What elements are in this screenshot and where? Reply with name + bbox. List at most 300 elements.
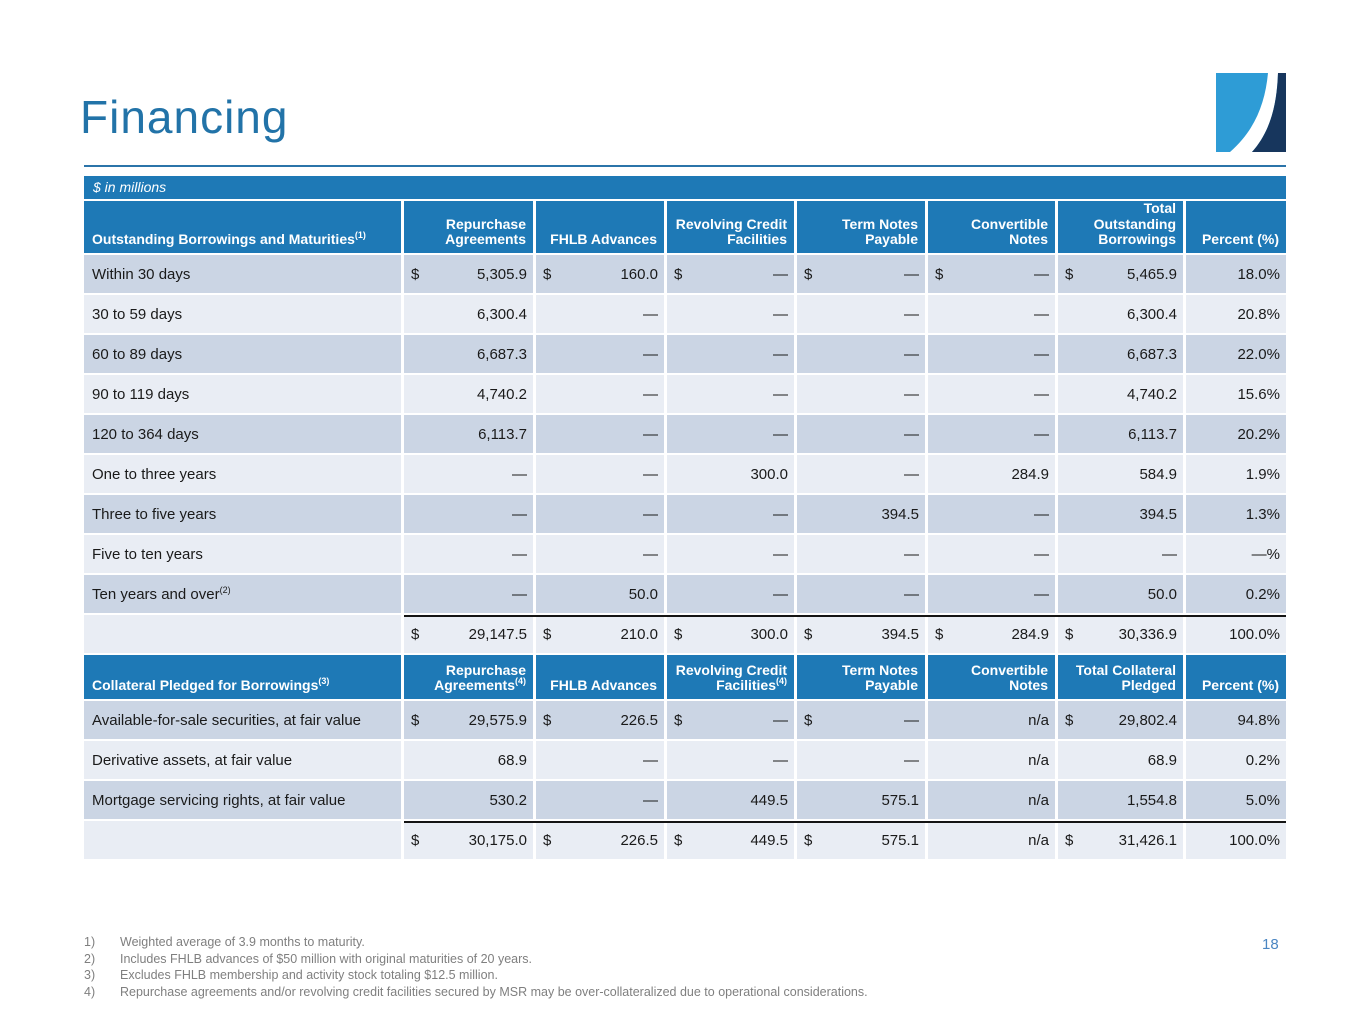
- column-header-line: Repurchase: [445, 215, 526, 232]
- table-row: [84, 375, 1286, 415]
- amount-cell: [928, 455, 1058, 495]
- cell-value: —: [512, 505, 527, 523]
- footnote-marker: (1): [354, 230, 366, 241]
- amount-cell: [404, 455, 536, 495]
- amount-cell: [928, 295, 1058, 335]
- cell-value: 6,113.7: [478, 425, 527, 443]
- row-label: [84, 701, 404, 741]
- dollar-sign: $: [804, 711, 813, 729]
- cell-value: 18.0%: [1237, 265, 1280, 283]
- percent-cell: [1186, 375, 1286, 415]
- row-label-text: One to three years: [92, 465, 217, 483]
- cell-value: 6,300.4: [1126, 305, 1177, 323]
- cell-value: —: [904, 751, 919, 769]
- amount-cell: [536, 701, 667, 741]
- percent-cell: [1186, 575, 1286, 615]
- cell-value: 1.3%: [1245, 505, 1280, 523]
- column-header-line: Total Outstanding: [1093, 199, 1176, 232]
- footnote-item: [84, 934, 1084, 951]
- amount-cell: [404, 615, 536, 655]
- row-label: [84, 415, 404, 455]
- column-header: [928, 655, 1058, 701]
- amount-cell: [536, 781, 667, 821]
- column-header: [667, 655, 797, 701]
- cell-value: 5,465.9: [1126, 265, 1177, 283]
- amount-cell: [667, 375, 797, 415]
- cell-value: —: [643, 505, 658, 523]
- row-label: [84, 335, 404, 375]
- row-label-text: Five to ten years: [92, 545, 203, 563]
- cell-value: 50.0: [628, 585, 658, 603]
- cell-value: —: [773, 545, 788, 563]
- column-header-line: Payable: [865, 231, 918, 248]
- cell-value: —: [643, 345, 658, 363]
- cell-value: —: [643, 751, 658, 769]
- cell-value: —: [512, 465, 527, 483]
- amount-cell: [1058, 701, 1186, 741]
- tables-container: [84, 201, 1286, 861]
- cell-value: —: [1034, 505, 1049, 523]
- footnote-number: 2): [84, 951, 96, 966]
- footnote-item: [84, 984, 1084, 1001]
- column-header-text: [550, 678, 657, 694]
- column-header: [797, 655, 928, 701]
- amount-cell: [797, 375, 928, 415]
- page-title: Financing: [80, 91, 289, 143]
- row-label-text: Derivative assets, at fair value: [92, 751, 293, 769]
- amount-cell: [667, 575, 797, 615]
- table-row: [84, 575, 1286, 615]
- amount-cell: [536, 741, 667, 781]
- amount-cell: [928, 335, 1058, 375]
- amount-cell: [928, 255, 1058, 295]
- cell-value: 29,802.4: [1118, 711, 1177, 729]
- footnote-item: [84, 951, 1084, 968]
- dollar-sign: $: [411, 711, 420, 729]
- cell-value: 20.2%: [1237, 425, 1280, 443]
- table-row: [84, 455, 1286, 495]
- column-header-text: [1202, 678, 1279, 694]
- cell-value: —: [643, 791, 658, 809]
- percent-cell: [1186, 615, 1286, 655]
- amount-cell: [667, 741, 797, 781]
- row-label: [84, 741, 404, 781]
- column-header-line: Revolving Credit: [675, 215, 787, 232]
- cell-value: 6,113.7: [1128, 425, 1177, 443]
- column-header-line: Facilities: [727, 231, 787, 248]
- cell-value: 300.0: [750, 465, 788, 483]
- column-header-text: [676, 217, 787, 248]
- cell-value: —: [773, 345, 788, 363]
- percent-cell: [1186, 821, 1286, 861]
- cell-value: n/a: [1028, 831, 1049, 849]
- dollar-sign: $: [1065, 265, 1074, 283]
- row-label-text: Collateral Pledged for Borrowings$^{(3)}$: [92, 676, 330, 694]
- amount-cell: [667, 295, 797, 335]
- cell-value: 31,426.1: [1118, 831, 1177, 849]
- column-header: [1186, 201, 1286, 255]
- footnote-marker: (3): [318, 676, 330, 687]
- amount-cell: [797, 821, 928, 861]
- row-label-text: Three to five years: [92, 505, 217, 523]
- percent-cell: [1186, 335, 1286, 375]
- column-header-line: Repurchase: [445, 661, 526, 678]
- cell-value: —: [643, 425, 658, 443]
- amount-cell: [1058, 375, 1186, 415]
- footnote-item: [84, 967, 1084, 984]
- cell-value: —: [1034, 345, 1049, 363]
- cell-value: 5,305.9: [476, 265, 527, 283]
- dollar-sign: $: [674, 711, 683, 729]
- cell-value: 394.5: [881, 625, 919, 643]
- amount-cell: [928, 615, 1058, 655]
- cell-value: 300.0: [750, 625, 788, 643]
- column-header-line: Borrowings: [1098, 231, 1176, 248]
- cell-value: —: [643, 465, 658, 483]
- column-header-text: [445, 217, 526, 248]
- cell-value: —: [773, 425, 788, 443]
- cell-value: —: [643, 385, 658, 403]
- table-row: [84, 335, 1286, 375]
- amount-cell: [404, 495, 536, 535]
- amount-cell: [1058, 781, 1186, 821]
- dollar-sign: $: [543, 265, 552, 283]
- percent-cell: [1186, 741, 1286, 781]
- amount-cell: [797, 781, 928, 821]
- table-total-row: [84, 821, 1286, 861]
- dollar-sign: $: [411, 625, 420, 643]
- row-group-header: [84, 655, 404, 701]
- amount-cell: [797, 575, 928, 615]
- row-label-text: Available-for-sale securities, at fair value: [92, 711, 362, 729]
- percent-cell: [1186, 701, 1286, 741]
- amount-cell: [1058, 615, 1186, 655]
- column-header-line: Term Notes: [842, 661, 918, 678]
- amount-cell: [536, 535, 667, 575]
- page-number: 18: [1262, 936, 1279, 953]
- dollar-sign: $: [804, 625, 813, 643]
- cell-value: —: [904, 265, 919, 283]
- amount-cell: [536, 295, 667, 335]
- amount-cell: [404, 375, 536, 415]
- row-label-text: Mortgage servicing rights, at fair value: [92, 791, 346, 809]
- table-row: [84, 415, 1286, 455]
- amount-cell: [536, 255, 667, 295]
- amount-cell: [536, 455, 667, 495]
- footnote-number: 1): [84, 935, 96, 949]
- cell-value: —: [512, 545, 527, 563]
- dollar-sign: $: [804, 831, 813, 849]
- amount-cell: [1058, 575, 1186, 615]
- cell-value: —: [1034, 425, 1049, 443]
- percent-cell: [1186, 295, 1286, 335]
- column-header-line: Agreements: [445, 231, 526, 248]
- footnote-text: Repurchase agreements and/or revolving credit facilities secured by MSR may be over-collateralized due to operational considerations.: [120, 984, 868, 999]
- row-label-text: Outstanding Borrowings and Maturities$^{(1)}$: [92, 230, 366, 248]
- cell-value: 50.0: [1147, 585, 1177, 603]
- amount-cell: [928, 575, 1058, 615]
- column-header-line: Total Collateral: [1075, 661, 1176, 678]
- percent-cell: [1186, 255, 1286, 295]
- cell-value: —: [904, 711, 919, 729]
- cell-value: 226.5: [620, 711, 658, 729]
- cell-value: 394.5: [881, 505, 919, 523]
- column-header: [928, 201, 1058, 255]
- amount-cell: [1058, 535, 1186, 575]
- dollar-sign: $: [411, 831, 420, 849]
- cell-value: —: [904, 305, 919, 323]
- cell-value: —: [904, 465, 919, 483]
- column-header-text: [842, 663, 918, 694]
- amount-cell: [928, 415, 1058, 455]
- cell-value: 575.1: [881, 791, 919, 809]
- amount-cell: [797, 335, 928, 375]
- row-label-text: 60 to 89 days: [92, 345, 183, 363]
- amount-cell: [404, 741, 536, 781]
- amount-cell: [797, 415, 928, 455]
- amount-cell: [1058, 741, 1186, 781]
- column-header-line: Term Notes: [842, 215, 918, 232]
- cell-value: 530.2: [489, 791, 527, 809]
- cell-value: —: [1034, 305, 1049, 323]
- cell-value: —: [643, 545, 658, 563]
- row-label: [84, 495, 404, 535]
- amount-cell: [797, 615, 928, 655]
- column-header-text: [934, 217, 1048, 248]
- amount-cell: [1058, 495, 1186, 535]
- cell-value: —%: [1251, 545, 1280, 563]
- row-label-text: 90 to 119 days: [92, 385, 190, 403]
- table-row: [84, 495, 1286, 535]
- table-row: [84, 741, 1286, 781]
- row-label-text: Within 30 days: [92, 265, 191, 283]
- footnote-text: Includes FHLB advances of $50 million with original maturities of 20 years.: [120, 951, 533, 966]
- column-header-line: Pledged: [1121, 677, 1176, 694]
- footnote-marker: (4): [776, 676, 787, 687]
- cell-value: —: [904, 385, 919, 403]
- cell-value: 0.2%: [1245, 751, 1280, 769]
- column-header-line: Percent (%): [1201, 231, 1279, 248]
- amount-cell: [928, 535, 1058, 575]
- dollar-sign: $: [674, 831, 683, 849]
- cell-value: 100.0%: [1229, 625, 1280, 643]
- row-label: [84, 575, 404, 615]
- amount-cell: [1058, 335, 1186, 375]
- footnote-text: Excludes FHLB membership and activity stock totaling $12.5 million.: [120, 968, 498, 982]
- row-label-text: 30 to 59 days: [92, 305, 183, 323]
- amount-cell: [797, 535, 928, 575]
- amount-cell: [404, 575, 536, 615]
- cell-value: 575.1: [881, 831, 919, 849]
- cell-value: 1.9%: [1245, 465, 1280, 483]
- amount-cell: [797, 295, 928, 335]
- column-header-text: [1202, 232, 1279, 248]
- cell-value: 284.9: [1011, 465, 1049, 483]
- total-row-spacer: [84, 821, 404, 861]
- table-row: [84, 701, 1286, 741]
- cell-value: 15.6%: [1237, 385, 1280, 403]
- amount-cell: [404, 821, 536, 861]
- column-header: [1058, 201, 1186, 255]
- cell-value: 29,147.5: [468, 625, 527, 643]
- amount-cell: [536, 821, 667, 861]
- dollar-sign: $: [935, 625, 944, 643]
- column-header-text: [1076, 663, 1176, 694]
- cell-value: —: [1034, 265, 1049, 283]
- cell-value: —: [773, 505, 788, 523]
- row-label: [84, 375, 404, 415]
- dollar-sign: $: [674, 625, 683, 643]
- amount-cell: [667, 781, 797, 821]
- amount-cell: [928, 495, 1058, 535]
- column-header-text: [842, 217, 918, 248]
- cell-value: n/a: [1028, 791, 1049, 809]
- footnote-marker: (4): [515, 676, 526, 687]
- footnote-number: 3): [84, 968, 96, 982]
- column-header: [1186, 655, 1286, 701]
- cell-value: —: [904, 545, 919, 563]
- cell-value: 449.5: [750, 831, 788, 849]
- table-header-row: [84, 655, 1286, 701]
- cell-value: —: [1162, 545, 1177, 563]
- amount-cell: [1058, 821, 1186, 861]
- column-header: [536, 655, 667, 701]
- dollar-sign: $: [411, 265, 420, 283]
- column-header: [667, 201, 797, 255]
- cell-value: n/a: [1028, 711, 1049, 729]
- cell-value: 6,687.3: [1126, 345, 1177, 363]
- amount-cell: [404, 295, 536, 335]
- column-header-line: Agreements$^{(4)}$: [434, 676, 526, 694]
- company-logo: [1216, 73, 1286, 152]
- amount-cell: [1058, 415, 1186, 455]
- cell-value: 226.5: [620, 831, 658, 849]
- column-header-line: Facilities$^{(4)}$: [716, 676, 787, 694]
- row-label: [84, 781, 404, 821]
- table-collateral-pledged: [84, 655, 1286, 861]
- cell-value: —: [773, 585, 788, 603]
- amount-cell: [404, 535, 536, 575]
- column-header-line: Percent (%): [1201, 677, 1279, 694]
- column-header: [1058, 655, 1186, 701]
- dollar-sign: $: [543, 625, 552, 643]
- column-header-line: Convertible Notes: [970, 661, 1048, 694]
- table-total-row: [84, 615, 1286, 655]
- dollar-sign: $: [543, 711, 552, 729]
- cell-value: 394.5: [1139, 505, 1177, 523]
- amount-cell: [404, 781, 536, 821]
- row-label: [84, 255, 404, 295]
- cell-value: 4,740.2: [476, 385, 527, 403]
- cell-value: —: [773, 751, 788, 769]
- table-row: [84, 781, 1286, 821]
- percent-cell: [1186, 495, 1286, 535]
- title-rule: [84, 165, 1286, 167]
- amount-cell: [667, 455, 797, 495]
- row-label: [84, 535, 404, 575]
- footnote-text: Weighted average of 3.9 months to maturity.: [120, 935, 365, 949]
- amount-cell: [667, 821, 797, 861]
- cell-value: 29,575.9: [468, 711, 527, 729]
- amount-cell: [667, 701, 797, 741]
- column-header-text: [676, 663, 787, 694]
- dollar-sign: $: [1065, 831, 1074, 849]
- cell-value: 584.9: [1139, 465, 1177, 483]
- amount-cell: [1058, 455, 1186, 495]
- table-row: [84, 535, 1286, 575]
- amount-cell: [1058, 255, 1186, 295]
- row-label-text: Ten years and over$^{(2)}$: [92, 584, 231, 603]
- cell-value: 94.8%: [1237, 711, 1280, 729]
- cell-value: —: [773, 265, 788, 283]
- percent-cell: [1186, 415, 1286, 455]
- amount-cell: [536, 495, 667, 535]
- column-header-text: [434, 663, 526, 694]
- total-row-spacer: [84, 615, 404, 655]
- amount-cell: [928, 741, 1058, 781]
- cell-value: 1,554.8: [1126, 791, 1177, 809]
- cell-value: 6,300.4: [476, 305, 527, 323]
- amount-cell: [797, 495, 928, 535]
- column-header-line: Convertible Notes: [970, 215, 1048, 248]
- amount-cell: [797, 741, 928, 781]
- row-label: [84, 455, 404, 495]
- column-header-line: Payable: [865, 677, 918, 694]
- cell-value: 100.0%: [1229, 831, 1280, 849]
- cell-value: —: [512, 585, 527, 603]
- amount-cell: [404, 255, 536, 295]
- amount-cell: [404, 415, 536, 455]
- dollar-sign: $: [804, 265, 813, 283]
- dollar-sign: $: [935, 265, 944, 283]
- cell-value: 22.0%: [1237, 345, 1280, 363]
- column-header-line: FHLB Advances: [550, 677, 657, 694]
- amount-cell: [536, 375, 667, 415]
- amount-cell: [928, 781, 1058, 821]
- cell-value: 449.5: [750, 791, 788, 809]
- amount-cell: [667, 495, 797, 535]
- cell-value: —: [1034, 385, 1049, 403]
- column-header-line: FHLB Advances: [550, 231, 657, 248]
- cell-value: 0.2%: [1245, 585, 1280, 603]
- cell-value: 6,687.3: [476, 345, 527, 363]
- cell-value: 30,336.9: [1118, 625, 1177, 643]
- cell-value: —: [1034, 545, 1049, 563]
- cell-value: —: [643, 305, 658, 323]
- amount-cell: [797, 255, 928, 295]
- table-row: [84, 255, 1286, 295]
- amount-cell: [667, 615, 797, 655]
- footnote-number: 4): [84, 984, 96, 999]
- column-header-text: [550, 232, 657, 248]
- row-label: [84, 295, 404, 335]
- cell-value: 4,740.2: [1126, 385, 1177, 403]
- cell-value: —: [904, 425, 919, 443]
- amount-cell: [536, 615, 667, 655]
- footnote-marker: (2): [219, 584, 231, 595]
- column-header: [404, 201, 536, 255]
- amount-cell: [536, 335, 667, 375]
- amount-cell: [667, 415, 797, 455]
- dollar-sign: $: [1065, 625, 1074, 643]
- amount-cell: [404, 335, 536, 375]
- amount-cell: [928, 375, 1058, 415]
- cell-value: 284.9: [1011, 625, 1049, 643]
- percent-cell: [1186, 535, 1286, 575]
- column-header: [536, 201, 667, 255]
- percent-cell: [1186, 781, 1286, 821]
- amount-cell: [536, 415, 667, 455]
